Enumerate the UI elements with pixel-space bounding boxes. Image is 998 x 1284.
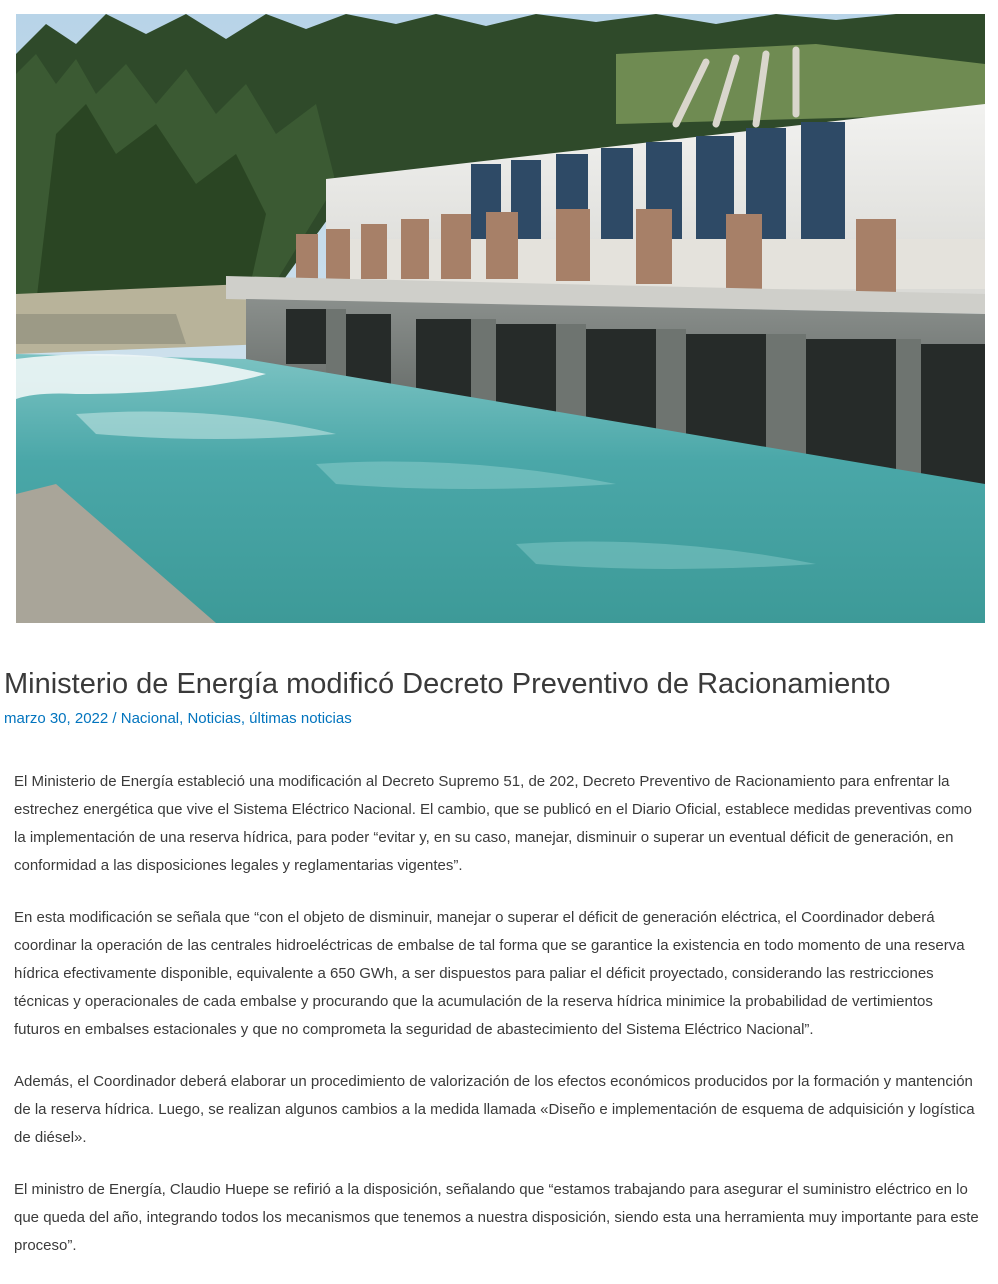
paragraph: El Ministerio de Energía estableció una modificación al Decreto Supremo 51, de 202, Decreto Preventivo de Racionamiento para enfrentar la estrechez energética que vive el Sistema Eléctrico Nacional. El cambio, que se publicó en el Diario Oficial, establece medidas preventivas como la implementación de una reserva hídrica, para poder “evitar y, en su caso, manejar, disminuir o superar un eventual déficit de generación, en conformidad a las disposiciones legales y reglamentarias vigentes”.: [14, 773, 972, 874]
paragraph: En esta modificación se señala que “con el objeto de disminuir, manejar o superar el déficit de generación eléctrica, el Coordinador deberá coordinar la operación de las centrales hidroeléctricas de embalse de tal forma que se garantice la existencia en todo momento de una reserva hídrica efectivamente disponible, equivalente a 650 GWh, a ser dispuestos para paliar el déficit proyectado, considerando las restricciones técnicas y operacionales de cada embalse y procurando que la acumulación de la reserva hídrica minimice la probabilidad de vertimientos futuros en embalses estacionales y que no comprometa la seguridad de abastecimiento del Sistema Eléctrico Nacional”.: [14, 909, 965, 1038]
hydroelectric-plant-image: [16, 14, 985, 623]
category-link-nacional[interactable]: Nacional: [120, 710, 180, 727]
category-link-ultimas-noticias[interactable]: últimas noticias: [249, 710, 352, 727]
post-meta: [4, 708, 352, 730]
category-link-noticias[interactable]: Noticias: [187, 710, 241, 727]
paragraph: Además, el Coordinador deberá elaborar un procedimiento de valorización de los efectos económicos producidos por la formación y mantención de la reserva hídrica. Luego, se realizan algunos cambios a la medida llamada «Diseño e implementación de esquema de adquisición y logística de diésel».: [14, 1073, 975, 1146]
category-comma: ,: [179, 710, 188, 727]
paragraph: El ministro de Energía, Claudio Huepe se refirió a la disposición, señalando que “estamos trabajando para asegurar el suministro eléctrico en lo que queda del año, integrando todos los mecanismos que tenemos a nuestra disposición, siendo esta una herramienta muy importante para este proceso”.: [14, 1181, 979, 1254]
category-comma: ,: [240, 710, 250, 727]
featured-image: [16, 14, 985, 623]
post-date[interactable]: marzo 30, 2022: [4, 710, 109, 727]
article-body: [14, 768, 982, 1284]
meta-separator: /: [108, 710, 121, 727]
article-title: Ministerio de Energía modificó Decreto Preventivo de Racionamiento: [4, 668, 891, 700]
